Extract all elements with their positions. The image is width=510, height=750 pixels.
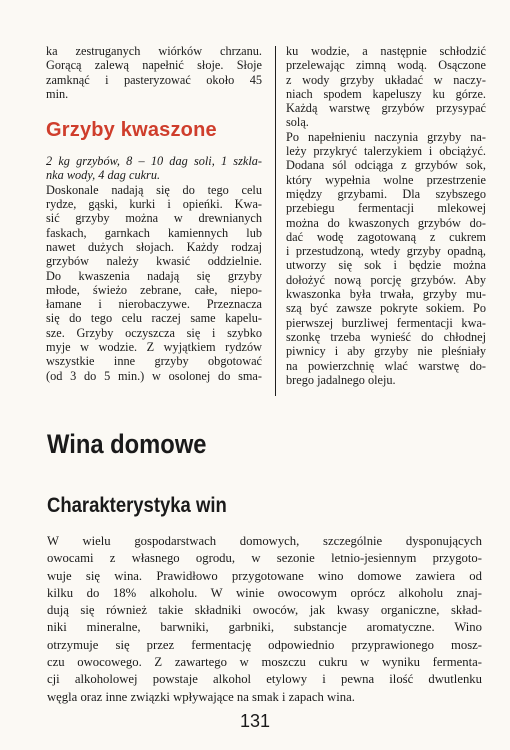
text-line: młode, świeżo zebrane, całe, niepo- <box>46 282 262 297</box>
text-line: przelewając zimną wodą. Osączone <box>286 58 486 73</box>
text-line: dać wodę zagotowaną z cukrem <box>286 229 486 244</box>
text-line: który wypełnia wolne przestrzenie <box>286 172 486 187</box>
text-line: z wody grzyby układać w naczy- <box>286 72 486 87</box>
text-line: pierwszej burzliwej fermentacji kwa- <box>286 315 486 330</box>
ingredients-list <box>46 154 262 183</box>
subsection-title: Charakterystyka win <box>47 494 227 517</box>
text-line: grzybów należy kwasić oddzielnie. <box>46 254 262 269</box>
text-line: kilku do 18% alkoholu. W winie owocowym oprócz alkoholu znaj- <box>47 585 482 600</box>
text-line: ku wodzie, a następnie schłodzić <box>286 44 486 58</box>
text-line: szą być zawsze pokryte sokiem. Po <box>286 301 486 316</box>
text-line: Dodana sól odciąga z grzybów sok, <box>286 158 486 173</box>
text-line: nawet dużych słojach. Każdy rodzaj <box>46 239 262 254</box>
text-line: zamknąć i pasteryzować około 45 <box>46 72 262 87</box>
right-column <box>286 44 486 387</box>
text-line: Każdą warstwę grzybów przysypać <box>286 101 486 116</box>
text-line: Do kwaszenia nadają się grzyby <box>46 268 262 283</box>
text-line: piwnicy i aby grzyby nie pleśniały <box>286 344 486 359</box>
text-line: łamane i nierobaczywe. Przeznacza <box>46 297 262 312</box>
left-column <box>46 44 262 383</box>
text-line: brego jadalnego oleju. <box>286 372 396 387</box>
section-paragraph <box>47 533 482 706</box>
recipe-body <box>46 183 262 383</box>
text-line: szonkę trzeba wynieść do chłodnej <box>286 329 486 344</box>
text-line: i przestudzoną, wtedy grzyby opadną, <box>286 244 486 259</box>
text-line: faskach, garnkach kamiennych lub <box>46 225 262 240</box>
text-line: niki mineralne, barwniki, garbniki, substancje aromatyczne. Wino <box>47 620 482 635</box>
text-line: przebiegu fermentacji mlekowej <box>286 201 486 216</box>
text-line: otrzymuje się przez fermentację odpowiednio przyprawionego mosz- <box>47 637 482 652</box>
text-line: na powierzchnię wlać warstwę do- <box>286 358 486 373</box>
text-line: utworzy się sok i będzie można <box>286 258 486 273</box>
page-number: 131 <box>239 711 271 731</box>
text-line: min. <box>46 86 69 101</box>
text-line: węgla oraz inne związki wpływające na smak i zapach wina. <box>47 689 355 704</box>
text-line: sić grzyby można w drewnianych <box>46 211 262 226</box>
ingredient-line: 2 kg grzybów, 8 – 10 dag soli, 1 szkla- <box>46 154 262 169</box>
text-line: cji alkoholowej powstaje alkohol etylowy i pewna ilość dwutlenku <box>47 672 482 687</box>
text-line: solą. <box>286 115 309 130</box>
text-line: dołożyć nową porcję grzybów. Aby <box>286 272 486 287</box>
text-line: rydze, gąski, kurki i opieńki. Kwa- <box>46 197 262 212</box>
text-line: sze. Grzyby oczyszcza się i szybko <box>46 325 262 340</box>
text-line: się do tego celu raczej same kapelu- <box>46 311 262 326</box>
text-line: myje w wodzie. Z wyjątkiem rydzów <box>46 340 262 355</box>
text-line: leży przykryć talerzykiem i obciążyć. <box>286 144 486 159</box>
intro-paragraph <box>46 44 262 101</box>
text-line: między grzybami. Dla szybszego <box>286 186 486 201</box>
section-title: Wina domowe <box>47 429 207 459</box>
text-line: można do kwaszonych grzybów do- <box>286 215 486 230</box>
text-line: Gorącą zalewą napełnić słoje. Słoje <box>46 58 262 73</box>
text-line: Po napełnieniu naczynia grzyby na- <box>286 129 486 144</box>
text-line: wuje się wina. Prawidłowo przygotowane wino domowe zawiera od <box>47 568 482 583</box>
text-line: Doskonale nadają się do tego celu <box>46 182 262 197</box>
text-line: czu owocowego. Z zawartego w moszczu cukru w wyniku fermenta- <box>47 655 482 670</box>
ingredient-line: nka wody, 4 dag cukru. <box>46 168 161 183</box>
text-line: kwaszonka była trwała, grzyby mu- <box>286 287 486 302</box>
text-line: W wielu gospodarstwach domowych, szczególnie dysponujących <box>47 534 482 548</box>
two-column-recipe-area <box>46 44 486 396</box>
text-line: (od 3 do 5 min.) w osolonej do sma- <box>46 368 262 383</box>
text-line: niach spodem kapeluszy ku górze. <box>286 86 486 101</box>
text-line: dują się również takie składniki owoców, jak kwasy organiczne, skład- <box>47 603 482 618</box>
text-line: owocami z własnego ogrodu, w sezonie letnio-jesiennym przygoto- <box>47 551 482 566</box>
text-line: wszystkie inne grzyby obgotować <box>46 354 262 369</box>
recipe-title: Grzyby kwaszone <box>46 119 217 142</box>
column-divider <box>275 46 276 396</box>
text-line: ka zestruganych wiórków chrzanu. <box>46 44 262 58</box>
